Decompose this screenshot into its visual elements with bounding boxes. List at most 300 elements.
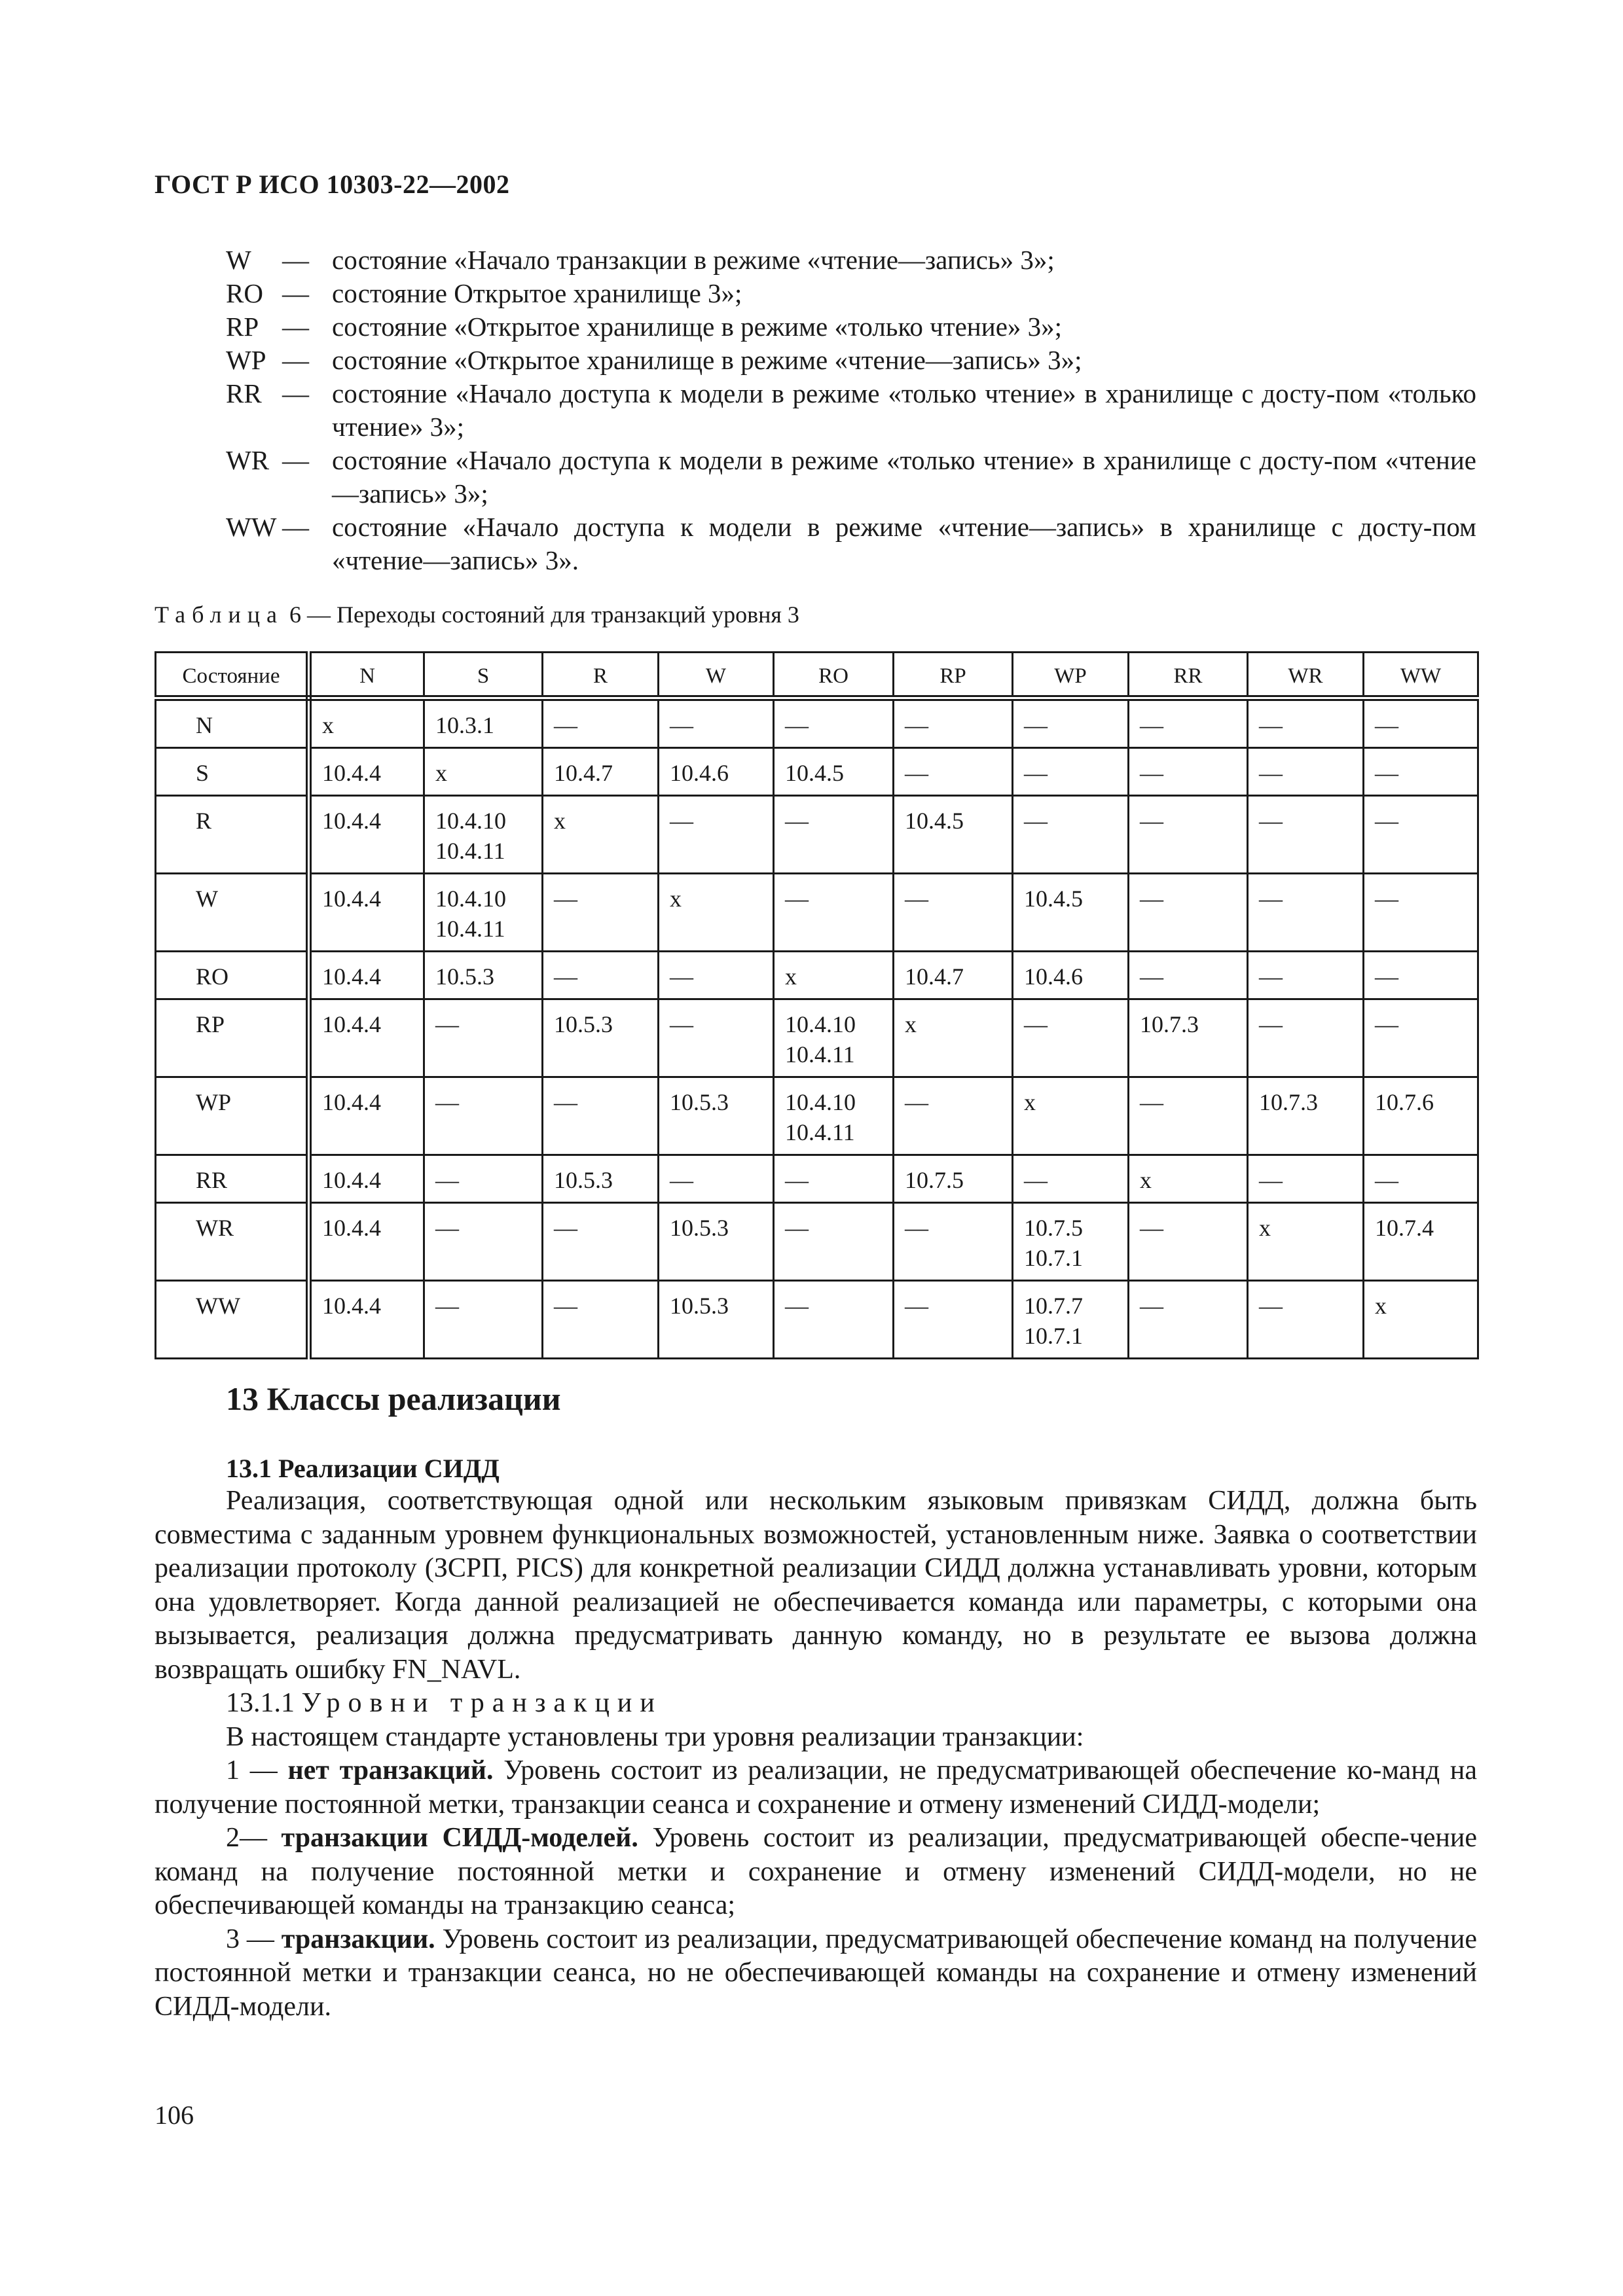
cell-line: —: [785, 1293, 809, 1319]
cell-line: —: [1140, 1089, 1163, 1115]
transition-cell: [424, 748, 543, 796]
level-3-text: Уровень состоит из реализации, предусматривающей обеспечение команд на получение постоянной метки и транзакции сеанса, но не обеспечивающей команды на сохранение и отмену изменений СИДД-модели.: [155, 1924, 1478, 2022]
row-state-label: [156, 1077, 309, 1155]
transition-cell: [659, 698, 774, 748]
cell-line: 10.4.11: [435, 916, 505, 942]
column-header: WP: [1013, 653, 1129, 698]
cell-line: —: [670, 808, 693, 834]
transition-cell: [1248, 1281, 1364, 1359]
cell-line: —: [785, 1167, 809, 1193]
transition-cell: [659, 1203, 774, 1281]
cell-line: 10.4.10: [435, 808, 506, 834]
abbreviation-code: RP: [226, 312, 259, 342]
transition-cell: [659, 1077, 774, 1155]
cell-line: —: [1140, 1293, 1163, 1319]
transition-cell: [774, 748, 894, 796]
cell-line: R: [196, 808, 212, 834]
column-header: S: [424, 653, 543, 698]
section-title: 13 Классы реализации: [226, 1380, 561, 1417]
cell-line: 10.4.10: [785, 1089, 856, 1115]
cell-line: 10.5.3: [670, 1089, 729, 1115]
cell-line: 10.4.11: [785, 1041, 855, 1067]
cell-line: —: [1259, 712, 1283, 738]
transition-cell: [309, 1155, 424, 1203]
state-transition-table: [155, 651, 1479, 1359]
cell-line: 10.7.1: [1024, 1245, 1083, 1271]
transition-cell: [1129, 1155, 1248, 1203]
cell-line: RP: [196, 1011, 225, 1037]
page-number: 106: [155, 2100, 194, 2130]
column-header: R: [543, 653, 659, 698]
table-row: [156, 796, 1478, 874]
transition-cell: [1013, 1155, 1129, 1203]
transition-cell: [1248, 999, 1364, 1077]
row-state-label: [156, 796, 309, 874]
abbreviation-code: WW: [226, 512, 277, 542]
cell-line: —: [670, 1011, 693, 1037]
cell-line: x: [905, 1011, 917, 1037]
column-header: RP: [894, 653, 1013, 698]
abbreviation-dash: —: [282, 345, 309, 375]
cell-line: x: [322, 712, 334, 738]
cell-line: —: [554, 1293, 577, 1319]
cell-line: 10.5.3: [435, 963, 494, 990]
cell-line: —: [1140, 712, 1163, 738]
cell-line: 10.4.11: [435, 838, 505, 864]
cell-line: 10.4.10: [785, 1011, 856, 1037]
transition-cell: [1013, 748, 1129, 796]
transition-cell: [1129, 1077, 1248, 1155]
table-row: [156, 999, 1478, 1077]
transition-cell: [543, 952, 659, 999]
level-1-text: Уровень состоит из реализации, не предусматривающей обеспечение ко-манд на получение постоянной метки, транзакции сеанса и сохранение и отмену изменений СИДД-модели;: [155, 1755, 1477, 1820]
cell-line: —: [1259, 760, 1283, 786]
transition-cell: [659, 1281, 774, 1359]
cell-line: 10.7.7: [1024, 1293, 1083, 1319]
level-2-number: 2—: [226, 1823, 267, 1853]
column-header: RR: [1129, 653, 1248, 698]
cell-line: —: [1140, 1215, 1163, 1241]
state-abbreviation-list: [226, 243, 1476, 577]
transition-cell: [424, 952, 543, 999]
transition-cell: [543, 999, 659, 1077]
cell-line: 10.3.1: [435, 712, 494, 738]
cell-line: 10.7.4: [1375, 1215, 1434, 1241]
cell-line: —: [1375, 1167, 1398, 1193]
transition-cell: [1129, 952, 1248, 999]
transition-cell: [1129, 748, 1248, 796]
cell-line: 10.4.10: [435, 886, 506, 912]
transition-cell: [309, 1281, 424, 1359]
transition-cell: [543, 874, 659, 952]
cell-line: 10.4.4: [322, 1011, 381, 1037]
abbreviation-text: состояние «Начало транзакции в режиме «чтение—запись» 3»;: [332, 245, 1055, 275]
transition-cell: [1248, 1203, 1364, 1281]
transition-cell: [1013, 1281, 1129, 1359]
cell-line: W: [196, 886, 218, 912]
cell-line: x: [670, 886, 682, 912]
cell-line: —: [1024, 808, 1048, 834]
cell-line: —: [1024, 1011, 1048, 1037]
transition-cell: [1364, 1281, 1478, 1359]
cell-line: —: [1259, 1167, 1283, 1193]
table-caption-text: 6 — Переходы состояний для транзакций уровня 3: [289, 601, 799, 628]
transition-cell: [424, 1155, 543, 1203]
transition-cell: [1364, 1203, 1478, 1281]
transition-cell: [894, 1203, 1013, 1281]
level-2-text: Уровень состоит из реализации, предусматривающей обеспе-чение команд на получение постоянной метки и сохранение и отмену изменений СИДД-модели, но не обеспечивающей команды на транзакцию сеанса;: [155, 1823, 1477, 1920]
row-state-label: [156, 1281, 309, 1359]
cell-line: WW: [196, 1293, 240, 1319]
cell-line: —: [1375, 963, 1398, 990]
abbreviation-code: W: [226, 245, 251, 275]
cell-line: WR: [196, 1215, 234, 1241]
transition-cell: [659, 952, 774, 999]
cell-line: —: [1375, 808, 1398, 834]
transition-cell: [774, 952, 894, 999]
transition-cell: [894, 999, 1013, 1077]
cell-line: S: [196, 760, 210, 786]
transition-cell: [424, 1077, 543, 1155]
row-state-label: [156, 698, 309, 748]
transition-cell: [309, 1203, 424, 1281]
cell-line: —: [1024, 1167, 1048, 1193]
paragraph-intro: В настоящем стандарте установлены три уровня реализации транзакции:: [226, 1721, 1084, 1752]
body-text: [155, 1484, 1477, 2024]
cell-line: —: [905, 1089, 928, 1115]
abbreviation-item: [226, 243, 1476, 277]
cell-line: 10.7.3: [1140, 1011, 1199, 1037]
cell-line: —: [785, 712, 809, 738]
cell-line: —: [554, 1215, 577, 1241]
row-state-label: [156, 1203, 309, 1281]
cell-line: 10.7.3: [1259, 1089, 1318, 1115]
cell-line: —: [1140, 886, 1163, 912]
transition-cell: [894, 748, 1013, 796]
cell-line: x: [1024, 1089, 1036, 1115]
transition-cell: [543, 1281, 659, 1359]
transition-cell: [1013, 796, 1129, 874]
cell-line: —: [785, 1215, 809, 1241]
transition-cell: [1248, 698, 1364, 748]
paragraph-level-2: [155, 1821, 1477, 1923]
cell-line: x: [1259, 1215, 1271, 1241]
transition-cell: [1364, 796, 1478, 874]
transition-cell: [424, 1203, 543, 1281]
abbreviation-item: [226, 310, 1476, 344]
transition-cell: [543, 796, 659, 874]
cell-line: —: [435, 1215, 459, 1241]
transition-cell: [1013, 698, 1129, 748]
cell-line: —: [1140, 760, 1163, 786]
row-state-label: [156, 999, 309, 1077]
transition-cell: [1248, 748, 1364, 796]
cell-line: —: [905, 760, 928, 786]
transition-cell: [774, 999, 894, 1077]
cell-line: 10.5.3: [554, 1011, 613, 1037]
transition-cell: [1013, 952, 1129, 999]
cell-line: 10.5.3: [670, 1215, 729, 1241]
cell-line: —: [670, 1167, 693, 1193]
cell-line: —: [670, 963, 693, 990]
abbreviation-code: RR: [226, 378, 262, 408]
cell-line: —: [1375, 760, 1398, 786]
cell-line: 10.4.4: [322, 1215, 381, 1241]
cell-line: 10.4.7: [905, 963, 964, 990]
table-row: [156, 1155, 1478, 1203]
transition-cell: [774, 698, 894, 748]
cell-line: 10.4.4: [322, 808, 381, 834]
column-header: WR: [1248, 653, 1364, 698]
transition-cell: [1364, 698, 1478, 748]
transition-cell: [1248, 952, 1364, 999]
transition-cell: [309, 1077, 424, 1155]
transition-cell: [543, 748, 659, 796]
paragraph-level-1: [155, 1754, 1477, 1821]
level-3-term: транзакции.: [281, 1924, 435, 1954]
abbreviation-dash: —: [282, 278, 309, 308]
abbreviation-item: [226, 377, 1476, 444]
transition-cell: [894, 1281, 1013, 1359]
transition-cell: [543, 1155, 659, 1203]
transition-cell: [424, 796, 543, 874]
cell-line: 10.7.1: [1024, 1323, 1083, 1349]
cell-line: —: [905, 1215, 928, 1241]
cell-line: x: [1375, 1293, 1387, 1319]
transition-cell: [1129, 999, 1248, 1077]
cell-line: —: [905, 886, 928, 912]
transition-cell: [543, 1203, 659, 1281]
table-row: [156, 874, 1478, 952]
transition-cell: [309, 999, 424, 1077]
transition-cell: [774, 1203, 894, 1281]
cell-line: 10.4.11: [785, 1119, 855, 1145]
cell-line: —: [785, 886, 809, 912]
table-row: [156, 748, 1478, 796]
transition-cell: [1013, 874, 1129, 952]
transition-cell: [659, 874, 774, 952]
transition-cell: [659, 999, 774, 1077]
abbreviation-text: состояние «Открытое хранилище в режиме «чтение—запись» 3»;: [332, 345, 1082, 375]
abbreviation-dash: —: [282, 378, 309, 408]
transition-cell: [309, 952, 424, 999]
table-row: [156, 1203, 1478, 1281]
cell-line: —: [1375, 886, 1398, 912]
abbreviation-code: WP: [226, 345, 266, 375]
transition-cell: [424, 698, 543, 748]
abbreviation-dash: —: [282, 312, 309, 342]
table-row: [156, 1077, 1478, 1155]
cell-line: 10.5.3: [554, 1167, 613, 1193]
cell-line: —: [1259, 1293, 1283, 1319]
transition-cell: [1129, 796, 1248, 874]
transition-cell: [774, 1077, 894, 1155]
row-state-label: [156, 1155, 309, 1203]
table-caption-label: Таблица: [155, 601, 283, 628]
transition-cell: [894, 796, 1013, 874]
abbreviation-item: [226, 444, 1476, 511]
cell-line: 10.4.6: [1024, 963, 1083, 990]
cell-line: 10.4.4: [322, 1293, 381, 1319]
table-caption: [155, 601, 799, 628]
cell-line: —: [1375, 712, 1398, 738]
transition-cell: [659, 748, 774, 796]
cell-line: —: [435, 1167, 459, 1193]
cell-line: 10.4.6: [670, 760, 729, 786]
subsection-title: 13.1 Реализации СИДД: [226, 1454, 500, 1483]
cell-line: RO: [196, 963, 229, 990]
transition-cell: [774, 1155, 894, 1203]
transition-cell: [1013, 1203, 1129, 1281]
abbreviation-item: [226, 344, 1476, 377]
cell-line: 10.4.5: [785, 760, 844, 786]
cell-line: 10.4.4: [322, 886, 381, 912]
abbreviation-item: [226, 277, 1476, 310]
cell-line: —: [1259, 963, 1283, 990]
transition-cell: [1013, 999, 1129, 1077]
cell-line: N: [196, 712, 213, 738]
cell-line: RR: [196, 1167, 228, 1193]
transition-cell: [1364, 999, 1478, 1077]
cell-line: —: [1140, 808, 1163, 834]
cell-line: x: [435, 760, 447, 786]
transition-cell: [894, 698, 1013, 748]
cell-line: x: [554, 808, 566, 834]
cell-line: 10.4.7: [554, 760, 613, 786]
paragraph-subheading: [155, 1687, 1477, 1721]
transition-cell: [1364, 1155, 1478, 1203]
row-state-label: [156, 748, 309, 796]
table-row: [156, 698, 1478, 748]
transition-cell: [424, 1281, 543, 1359]
abbreviation-text: состояние «Открытое хранилище в режиме «только чтение» 3»;: [332, 312, 1063, 342]
cell-line: 10.4.4: [322, 760, 381, 786]
transition-cell: [1129, 1203, 1248, 1281]
cell-line: 10.5.3: [670, 1293, 729, 1319]
cell-line: —: [1259, 1011, 1283, 1037]
transition-cell: [309, 874, 424, 952]
transition-cell: [894, 874, 1013, 952]
cell-line: —: [554, 886, 577, 912]
abbreviation-text: состояние «Начало доступа к модели в режиме «только чтение» в хранилище с досту-пом «чтение—запись» 3»;: [332, 445, 1476, 509]
subheading-title: Уровни транзакции: [301, 1688, 663, 1718]
document-id: ГОСТ Р ИСО 10303-22—2002: [155, 170, 510, 199]
column-header: RO: [774, 653, 894, 698]
row-state-label: [156, 874, 309, 952]
cell-line: x: [785, 963, 797, 990]
cell-line: —: [1259, 886, 1283, 912]
transition-cell: [894, 1155, 1013, 1203]
level-1-number: 1 —: [226, 1755, 278, 1785]
abbreviation-dash: —: [282, 512, 309, 542]
transition-cell: [424, 874, 543, 952]
cell-line: —: [1375, 1011, 1398, 1037]
abbreviation-text: состояние «Начало доступа к модели в режиме «только чтение» в хранилище с досту-пом «только чтение» 3»;: [332, 378, 1476, 442]
paragraph-implementation: Реализация, соответствующая одной или нескольким языковым привязкам СИДД, должна быть совместима с заданным уровнем функциональных возможностей, установленным ниже. Заявка о соответствии реализации протоколу (ЗСРП, PICS) для конкретной реализации СИДД должна устанавливать уровни, которым она удовлетворяет. Когда данной реализацией не обеспечивается команда или параметры, с которыми она вызывается, реализация должна предусматривать данную команду, но в результате ее вызова должна возвращать ошибку FN_NAVL.: [155, 1486, 1477, 1685]
transition-cell: [1013, 1077, 1129, 1155]
transition-cell: [1248, 796, 1364, 874]
transition-cell: [894, 952, 1013, 999]
cell-line: —: [435, 1293, 459, 1319]
column-header: N: [309, 653, 424, 698]
paragraph-level-3: [155, 1923, 1477, 2024]
cell-line: —: [435, 1011, 459, 1037]
cell-line: —: [1259, 808, 1283, 834]
cell-line: —: [1024, 760, 1048, 786]
transition-cell: [659, 796, 774, 874]
abbreviation-code: RO: [226, 278, 263, 308]
transition-cell: [1248, 1155, 1364, 1203]
transition-cell: [894, 1077, 1013, 1155]
cell-line: —: [1024, 712, 1048, 738]
transition-cell: [309, 748, 424, 796]
abbreviation-item: [226, 511, 1476, 577]
cell-line: 10.4.4: [322, 1089, 381, 1115]
cell-line: —: [905, 712, 928, 738]
column-header: WW: [1364, 653, 1478, 698]
cell-line: 10.4.5: [905, 808, 964, 834]
level-3-number: 3 —: [226, 1924, 274, 1954]
cell-line: x: [1140, 1167, 1152, 1193]
level-1-term: нет транзакций.: [287, 1755, 494, 1785]
cell-line: —: [554, 712, 577, 738]
transition-cell: [659, 1155, 774, 1203]
row-state-label: [156, 952, 309, 999]
cell-line: 10.7.6: [1375, 1089, 1434, 1115]
cell-line: WP: [196, 1089, 231, 1115]
level-2-term: транзакции СИДД-моделей.: [281, 1823, 638, 1853]
transition-cell: [774, 1281, 894, 1359]
cell-line: 10.7.5: [905, 1167, 964, 1193]
cell-line: —: [785, 808, 809, 834]
table-body: [156, 698, 1478, 1359]
transition-cell: [543, 698, 659, 748]
subheading-number: 13.1.1: [226, 1688, 295, 1718]
transition-cell: [309, 796, 424, 874]
cell-line: —: [435, 1089, 459, 1115]
transition-cell: [1364, 1077, 1478, 1155]
abbreviation-code: WR: [226, 445, 270, 475]
table-header: [156, 653, 1478, 698]
transition-cell: [309, 698, 424, 748]
cell-line: —: [670, 712, 693, 738]
cell-line: 10.4.4: [322, 963, 381, 990]
transition-cell: [1129, 874, 1248, 952]
column-header-state: Состояние: [156, 653, 309, 698]
transition-cell: [774, 796, 894, 874]
transition-cell: [543, 1077, 659, 1155]
transition-cell: [1129, 1281, 1248, 1359]
abbreviation-dash: —: [282, 445, 309, 475]
column-header: W: [659, 653, 774, 698]
table-row: [156, 1281, 1478, 1359]
cell-line: 10.4.5: [1024, 886, 1083, 912]
cell-line: 10.7.5: [1024, 1215, 1083, 1241]
abbreviation-text: состояние «Начало доступа к модели в режиме «чтение—запись» в хранилище с досту-пом «чтение—запись» 3».: [332, 512, 1476, 575]
cell-line: —: [905, 1293, 928, 1319]
transition-cell: [1248, 874, 1364, 952]
abbreviation-dash: —: [282, 245, 309, 275]
transition-cell: [774, 874, 894, 952]
transition-cell: [1129, 698, 1248, 748]
transition-cell: [1248, 1077, 1364, 1155]
transition-cell: [1364, 952, 1478, 999]
transition-cell: [1364, 748, 1478, 796]
transition-cell: [424, 999, 543, 1077]
abbreviation-text: состояние Открытое хранилище 3»;: [332, 278, 742, 308]
cell-line: 10.4.4: [322, 1167, 381, 1193]
transition-cell: [1364, 874, 1478, 952]
